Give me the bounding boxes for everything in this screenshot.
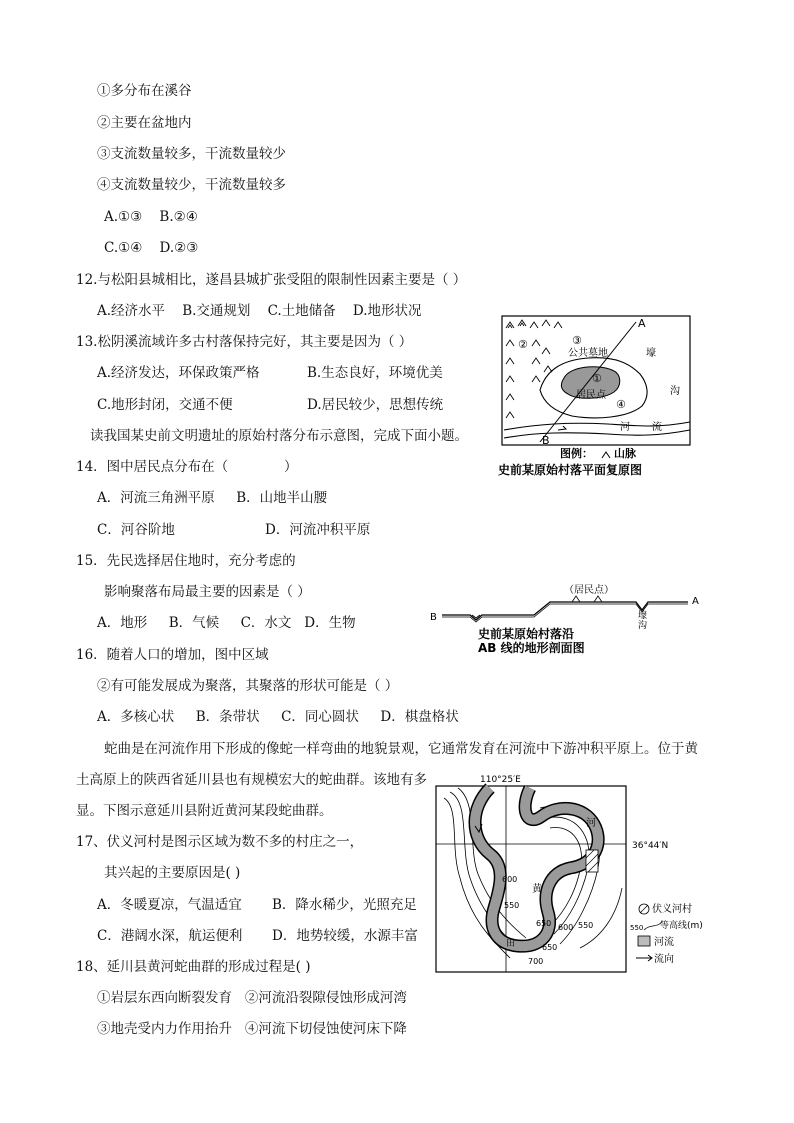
fig1-area-1: ① (592, 372, 602, 385)
profile-figure (426, 582, 716, 654)
fig3-longitude: 110°25′E (480, 775, 521, 785)
option-1: ①多分布在溪谷 (97, 83, 192, 99)
passage-line-3: 显。下图示意延川县附近黄河某段蛇曲群。 (76, 803, 333, 819)
reading-intro: 读我国某史前文明遗址的原始村落分布示意图，完成下面小题。 (90, 428, 468, 444)
option-4: ④支流数量较少，干流数量较多 (97, 177, 286, 193)
fig3-contour-550b: 550 (578, 921, 594, 930)
village-plan-map (498, 312, 702, 478)
fig3-village-mark: 田 (506, 939, 516, 949)
fuyi-village-area (586, 850, 598, 872)
choice-ab: A.①③ B.②④ (104, 209, 198, 225)
fig2-settlement-label: （居民点） (564, 585, 614, 596)
q17-choice-a: A．冬暖夏凉，气温适宜 (97, 897, 242, 913)
fig1-area-3: ③ (572, 334, 582, 347)
q18-steps-2: ③地壳受内力作用抬升 ④河流下切侵蚀使河床下降 (97, 1021, 407, 1037)
fig3-contour-650a: 650 (536, 919, 552, 928)
fig3-contour-650b: 650 (542, 943, 558, 952)
choice-cd: C.①④ D.②③ (104, 240, 199, 256)
fig3-legend-contour: 等高线(m) (660, 921, 703, 931)
fig3-legend-river: 河流 (654, 937, 674, 948)
option-2: ②主要在盆地内 (97, 115, 192, 131)
meander-contour-map (430, 768, 726, 976)
q14-choices-ab: A．河流三角洲平原 B．山地半山腰 (97, 490, 328, 506)
q17-choice-b: B．降水稀少，光照充足 (272, 897, 417, 913)
profile-section (426, 582, 716, 654)
q13-choice-a: A.经济发达，环保政策严格 (97, 365, 260, 381)
fig3-latitude: 36°44′N (632, 841, 669, 851)
fig1-settlement-label: 居民点 (576, 390, 606, 401)
fig3-legend-village: 伏义河村 (652, 904, 692, 915)
q14-choice-d: D．河流冲积平原 (265, 522, 371, 538)
fig2-label-a: A (692, 596, 699, 607)
q16-choices: A．多核心状 B．条带状 C．同心圆状 D．棋盘格状 (97, 709, 459, 725)
question-14: 14．图中居民点分布在（ ） (76, 459, 298, 475)
village-plan-figure (498, 312, 702, 478)
q13-choice-d: D.居民较少，思想传统 (307, 397, 444, 413)
fig1-ditch-label-1: 壕 (646, 348, 656, 359)
question-13: 13.松阴溪流域许多古村落保持完好，其主要是因为（ ） (76, 334, 413, 350)
fig1-caption: 史前某原始村落平面复原图 (498, 463, 643, 477)
fig3-contour-600b: 600 (558, 923, 574, 932)
question-12: 12.与松阳县城相比，遂昌县城扩张受阻的限制性因素主要是（ ） (76, 272, 467, 288)
option-3: ③支流数量较多，干流数量较少 (97, 146, 286, 162)
q17-choice-c: C．港阔水深，航运便利 (97, 928, 243, 944)
fig1-river-label-1: 河 (620, 422, 630, 433)
question-18: 18、延川县黄河蛇曲群的形成过程是( ) (76, 959, 311, 975)
fig1-area-4: ④ (616, 398, 626, 411)
passage-line-1: 蛇曲是在河流作用下形成的像蛇一样弯曲的地貌景观，它通常发育在河流中下游冲积平原上。位于黄 (104, 741, 698, 757)
q18-steps-1: ①岩层东西向断裂发育 ②河流沿裂隙侵蚀形成河湾 (97, 990, 407, 1006)
q12-choices: A.经济水平 B.交通规划 C.土地储备 D.地形状况 (97, 303, 422, 319)
fig3-legend-contour-number: 550 (630, 924, 644, 932)
fig1-label-a: A (638, 317, 646, 330)
question-15: 15．先民选择居住地时，充分考虑的 (76, 553, 296, 569)
fig3-legend-flow: 流向 (654, 954, 674, 965)
fig1-label-b: B (542, 434, 550, 447)
q16-stem: ②有可能发展成为聚落，其聚落的形状可能是（ ） (97, 678, 399, 694)
fig2-caption-1: 史前某原始村落沿 (478, 627, 575, 641)
fig2-caption-2: AB 线的地形剖面图 (478, 641, 585, 654)
fig1-river-label-2: 流 (652, 422, 662, 433)
fig2-label-b: B (430, 612, 437, 623)
q17-stem: 其兴起的主要原因是( ) (104, 865, 241, 881)
fig1-ditch-label-2: 沟 (670, 386, 680, 397)
fig1-cemetery-label: 公共墓地 (568, 348, 608, 359)
fig2-ditch-label-2: 沟 (638, 621, 648, 631)
q14-choice-c: C．河谷阶地 (97, 522, 175, 538)
fig1-legend-title: 图例： (560, 447, 593, 460)
river-legend-icon (638, 936, 650, 946)
passage-line-2: 土高原上的陕西省延川县也有规模宏大的蛇曲群。该地有多 (76, 772, 427, 788)
fig2-ditch-label-1: 壕 (638, 611, 648, 621)
q15-choices: A．地形 B．气候 C．水文 D．生物 (97, 615, 356, 631)
fig1-legend-mountain: 山脉 (614, 447, 636, 460)
fig3-contour-700: 700 (528, 957, 544, 966)
question-17: 17、伏义河村是图示区域为数不多的村庄之一， (76, 834, 364, 850)
mountain-icon (602, 452, 610, 458)
question-16: 16．随着人口的增加，图中区域 (76, 647, 269, 663)
fig3-river-label-he: 河 (586, 818, 596, 829)
fig3-contour-550a: 550 (504, 901, 520, 910)
q15-stem: 影响聚落布局最主要的因素是（ ） (104, 584, 311, 600)
meander-figure (430, 768, 726, 976)
fig3-river-label-huang: 黄 (532, 884, 542, 895)
q13-choice-c: C.地形封闭，交通不便 (97, 397, 233, 413)
fig3-contour-600a: 600 (502, 875, 518, 884)
q13-choice-b: B.生态良好，环境优美 (307, 365, 443, 381)
fig1-area-2: ② (518, 338, 528, 351)
q17-choice-d: D．地势较缓，水源丰富 (272, 928, 418, 944)
